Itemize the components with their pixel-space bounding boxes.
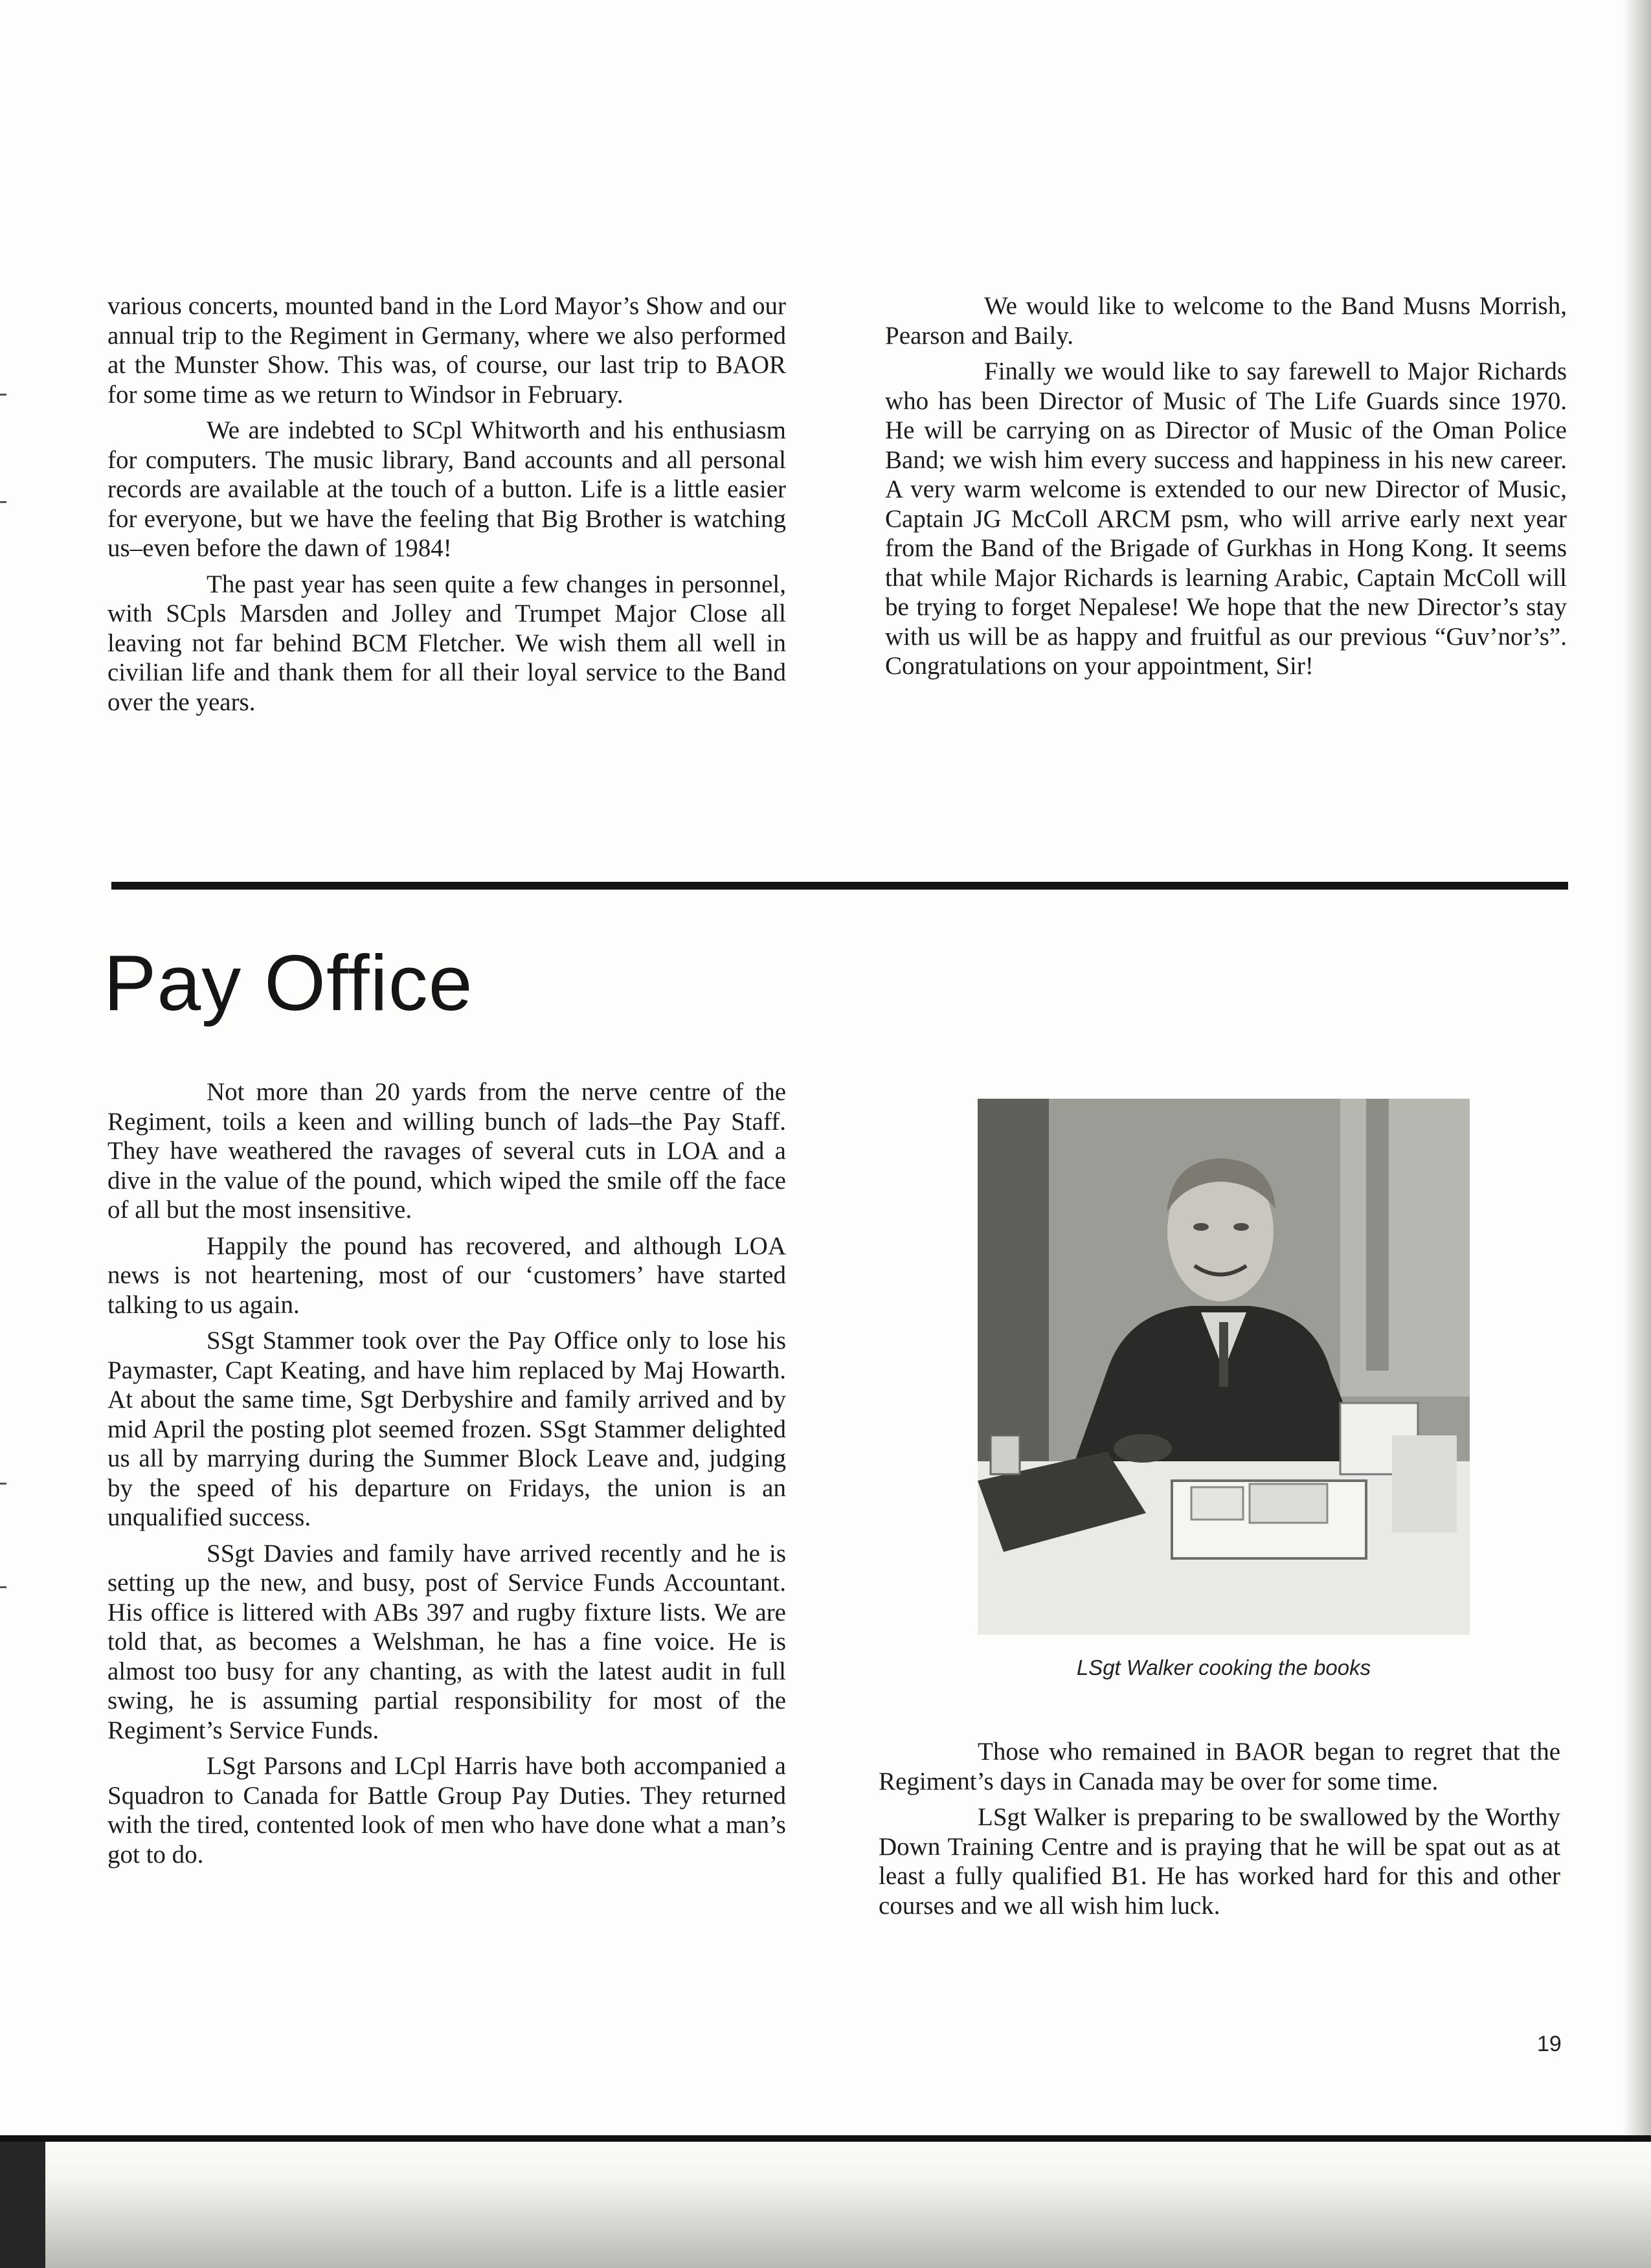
paragraph: SSgt Davies and family have arrived recently and he is setting up the new, and busy, post of Service Funds Accountant. His office is littered with ABs 397 and rugby fixture lists. We are told that, as becomes a Welshman, he has a fine voice. He is almost too busy for any chanting, as with the latest audit in full swing, he is assuming partial responsibility for most of the Regiment’s Service Funds. bbox=[107, 1539, 786, 1744]
scan-bottom-edge bbox=[0, 2135, 1651, 2268]
paragraph: Finally we would like to say farewell to Major Richards who has been Director of Music of The Life Guards since 1970. He will be carrying on as Director of Music of the Oman Police Band; we wish him every success and happiness in his new career. A very warm welcome is extended to our new Director of Music, Captain JG McColl ARCM psm, who will arrive early next year from the Band of the Brigade of Gurkhas in Hong Kong. It seems that while Major Richards is learning Arabic, Captain McColl will be trying to forget Nepalese! We hope that the new Director’s stay with us will be as happy and fruitful as our previous “Guv’nor’s”. Congratulations on your appointment, Sir! bbox=[885, 357, 1567, 680]
margin-mark bbox=[0, 501, 6, 503]
paragraph: The past year has seen quite a few changes in personnel, with SCpls Marsden and Jolley and Trumpet Major Close all leaving not far behind BCM Fletcher. We wish them all well in civilian life and thank them for all their loyal service to the Band over the years. bbox=[107, 570, 786, 716]
photo-illustration bbox=[978, 1099, 1470, 1635]
paragraph: Happily the pound has recovered, and although LOA news is not heartening, most of our ‘customers’ have started talking to us again. bbox=[107, 1231, 786, 1319]
paragraph: LSgt Parsons and LCpl Harris have both accompanied a Squadron to Canada for Battle Group Pay Duties. They returned with the tired, contented look of men who have done what a man’s got to do. bbox=[107, 1752, 786, 1869]
band-article-column-right bbox=[885, 291, 1567, 688]
photo-lsgt-walker bbox=[978, 1099, 1470, 1635]
pay-office-column-left bbox=[107, 1077, 786, 1876]
section-title: Pay Office bbox=[104, 939, 473, 1027]
photo-caption: LSgt Walker cooking the books bbox=[1076, 1656, 1371, 1679]
band-article-column-left bbox=[107, 291, 786, 723]
paragraph: We would like to welcome to the Band Musns Morrish, Pearson and Baily. bbox=[885, 292, 1567, 350]
page-number: 19 bbox=[1537, 2032, 1562, 2056]
margin-mark bbox=[0, 1483, 6, 1485]
paragraph: various concerts, mounted band in the Lord Mayor’s Show and our annual trip to the Regiment in Germany, where we also performed at the Munster Show. This was, of course, our last trip to BAOR for some time as we return to Windsor in February. bbox=[107, 292, 786, 409]
paragraph: LSgt Walker is preparing to be swallowed by the Worthy Down Training Centre and is praying that he will be spat out as at least a fully qualified B1. He has worked hard for this and other courses and we all wish him luck. bbox=[879, 1803, 1560, 1920]
margin-mark bbox=[0, 394, 6, 396]
paragraph: Those who remained in BAOR began to regret that the Regiment’s days in Canada may be over for some time. bbox=[879, 1738, 1560, 1795]
margin-mark bbox=[0, 1586, 6, 1588]
section-divider bbox=[111, 882, 1568, 890]
paragraph: Not more than 20 yards from the nerve centre of the Regiment, toils a keen and willing bunch of lads–the Pay Staff. They have weathered the ravages of several cuts in LOA and a dive in the value of the pound, which wiped the smile off the face of all but the most insensitive. bbox=[107, 1078, 786, 1224]
pay-office-column-right bbox=[879, 1737, 1560, 1927]
paragraph: SSgt Stammer took over the Pay Office only to lose his Paymaster, Capt Keating, and have him replaced by Maj Howarth. At about the same time, Sgt Derbyshire and family arrived and by mid April the posting plot seemed frozen. SSgt Stammer delighted us all by marrying during the Summer Block Leave and, judging by the speed of his departure on Fridays, the union is an unqualified success. bbox=[107, 1327, 786, 1531]
paragraph: We are indebted to SCpl Whitworth and his enthusiasm for computers. The music library, Band accounts and all personal records are available at the touch of a button. Life is a little easier for everyone, but we have the feeling that Big Brother is watching us–even before the dawn of 1984! bbox=[107, 416, 786, 562]
binding-edge bbox=[1623, 0, 1651, 2268]
